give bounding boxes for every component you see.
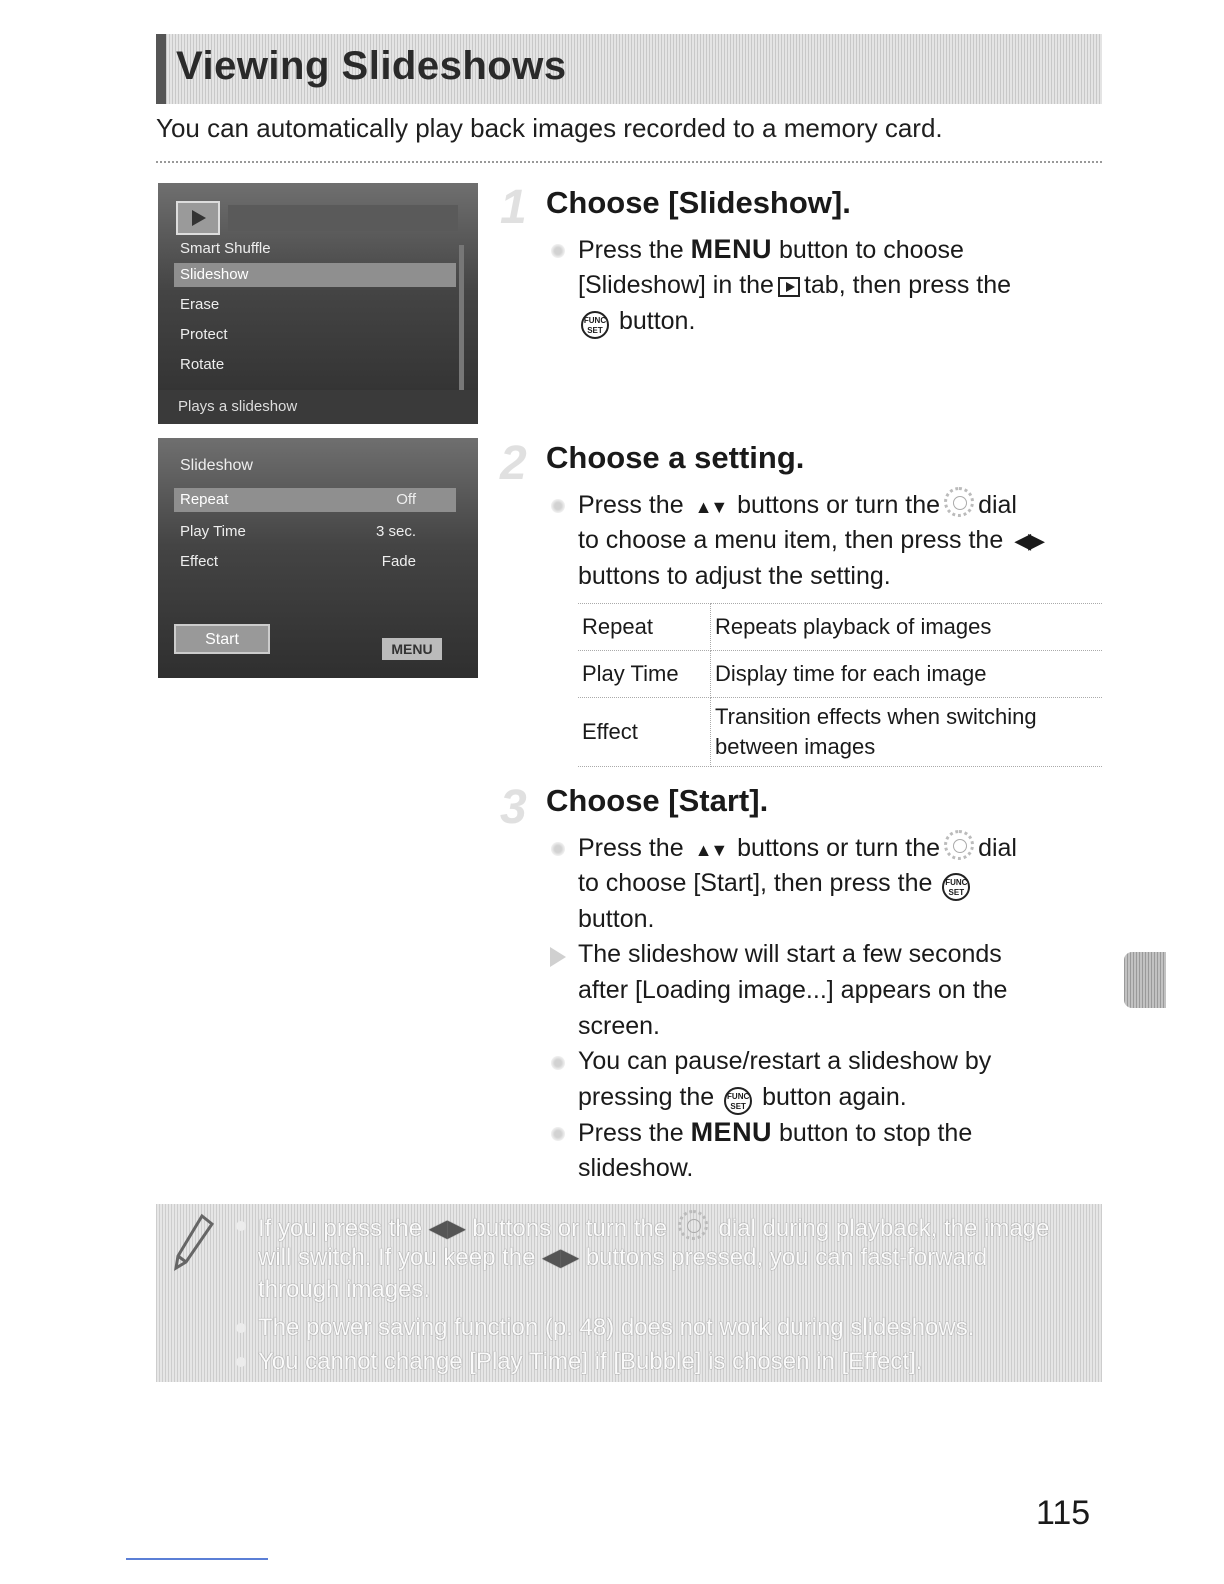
func-set-icon: FUNC SET: [724, 1087, 752, 1115]
playback-tab-icon: [778, 277, 800, 297]
func-set-icon: FUNC SET: [942, 873, 970, 901]
step-number: 3: [500, 781, 527, 834]
step-text-line: The slideshow will start a few seconds: [578, 940, 1002, 968]
step-heading: Choose [Slideshow].: [546, 185, 851, 220]
table-row: [578, 604, 1102, 651]
step-text-line: Press the MENU button to stop the: [578, 1117, 973, 1147]
settings-table: [578, 603, 1102, 767]
setting-row-effect: [174, 550, 456, 574]
step-text-line: You can pause/restart a slideshow by: [578, 1047, 992, 1075]
table-row: [578, 651, 1102, 698]
bullet-icon: [551, 1056, 565, 1070]
step-text-line: to choose [Start], then press the FUNC SET: [578, 866, 973, 902]
slideshow-settings-screenshot: [158, 438, 478, 678]
bullet-icon: [236, 1221, 246, 1231]
bullet-icon: [551, 842, 565, 856]
menu-help-line: [158, 390, 478, 424]
playback-menu-screenshot: [158, 183, 478, 424]
step-heading: Choose [Start].: [546, 783, 769, 818]
setting-label: Repeat: [180, 491, 229, 508]
bullet-icon: [236, 1323, 246, 1333]
up-down-icon: ▲▼: [694, 497, 727, 517]
note-line: will switch. If you keep the ◀▶ buttons pressed, you can fast-forward: [258, 1244, 988, 1271]
result-arrow-icon: [550, 947, 566, 967]
note-line: If you press the ◀▶ buttons or turn the dial during playback, the image: [258, 1210, 1049, 1244]
table-key: Play Time: [578, 651, 711, 698]
table-desc: Display time for each image: [711, 651, 1103, 698]
step-text-line: FUNC SET button.: [578, 304, 695, 340]
step-number: 1: [500, 181, 527, 234]
bullet-icon: [551, 499, 565, 513]
left-right-icon: ◀▶: [1014, 528, 1043, 553]
table-key: Repeat: [578, 604, 711, 651]
step-text-line: buttons to adjust the setting.: [578, 562, 891, 590]
setting-label: Play Time: [180, 523, 246, 540]
page-number: 115: [1036, 1494, 1091, 1532]
step-text-line: to choose a menu item, then press the ◀▶: [578, 526, 1043, 554]
setting-value: 3 sec.: [375, 523, 416, 540]
chapter-tab: [1124, 952, 1166, 1008]
step-text-line: Press the MENU button to choose: [578, 234, 964, 264]
menu-item: Smart Shuffle: [180, 240, 271, 257]
menu-return-button: MENU: [382, 638, 442, 660]
start-button: Start: [174, 624, 270, 654]
table-desc: Transition effects when switching between images: [711, 698, 1103, 767]
step-text-line: slideshow.: [578, 1154, 694, 1182]
help-text: Plays a slideshow: [178, 398, 298, 415]
menu-item: Protect: [180, 326, 228, 343]
control-dial-icon: [944, 830, 974, 860]
menu-item: Rotate: [180, 356, 225, 373]
setting-value: Fade: [381, 553, 416, 570]
note-line: You cannot change [Play Time] if [Bubble] is chosen in [Effect].: [258, 1348, 923, 1375]
table-key: Effect: [578, 698, 711, 767]
table-row: [578, 698, 1102, 767]
pencil-icon: [172, 1212, 216, 1272]
step-text-line: after [Loading image...] appears on the: [578, 976, 1008, 1004]
step-text-line: Press the ▲▼ buttons or turn the dial: [578, 830, 1017, 869]
setting-row-play-time: [174, 520, 456, 544]
step-text-line: Press the ▲▼ buttons or turn the dial: [578, 487, 1017, 526]
bullet-icon: [551, 244, 565, 258]
note-line: The power saving function (p. 48) does not work during slideshows.: [258, 1314, 975, 1341]
bullet-icon: [236, 1357, 246, 1367]
step-text-line: [Slideshow] in the tab, then press the: [578, 271, 1012, 299]
step-text-line: screen.: [578, 1012, 660, 1040]
menu-tab-strip: [228, 205, 458, 231]
playback-tab-icon: [176, 201, 220, 235]
menu-button-label: MENU: [690, 1117, 773, 1147]
setting-label: Effect: [180, 553, 219, 570]
left-right-icon: ◀▶: [542, 1244, 580, 1271]
note-line: through images.: [258, 1276, 431, 1303]
step-heading: Choose a setting.: [546, 440, 805, 475]
intro-text: You can automatically play back images recorded to a memory card.: [156, 113, 943, 143]
step-text-line: button.: [578, 905, 655, 933]
bullet-icon: [551, 1127, 565, 1141]
setting-value: Off: [396, 491, 416, 508]
step-text-line: pressing the FUNC SET button again.: [578, 1080, 907, 1116]
screen-title: Slideshow: [180, 457, 253, 474]
footer-rule: [126, 1558, 268, 1560]
setting-row-repeat: [174, 488, 456, 512]
step-number: 2: [500, 437, 527, 490]
up-down-icon: ▲▼: [694, 840, 727, 860]
left-right-icon: ◀▶: [428, 1215, 466, 1242]
control-dial-icon: [944, 487, 974, 517]
table-desc: Repeats playback of images: [711, 604, 1103, 651]
menu-scrollbar: [459, 245, 464, 395]
intro-divider: [156, 161, 1102, 163]
menu-item: Erase: [180, 296, 220, 313]
menu-item-selected: Slideshow: [174, 263, 456, 287]
page-title: Viewing Slideshows: [176, 44, 567, 88]
control-dial-icon: [678, 1210, 708, 1240]
func-set-icon: FUNC SET: [581, 311, 609, 339]
menu-button-label: MENU: [690, 234, 773, 264]
